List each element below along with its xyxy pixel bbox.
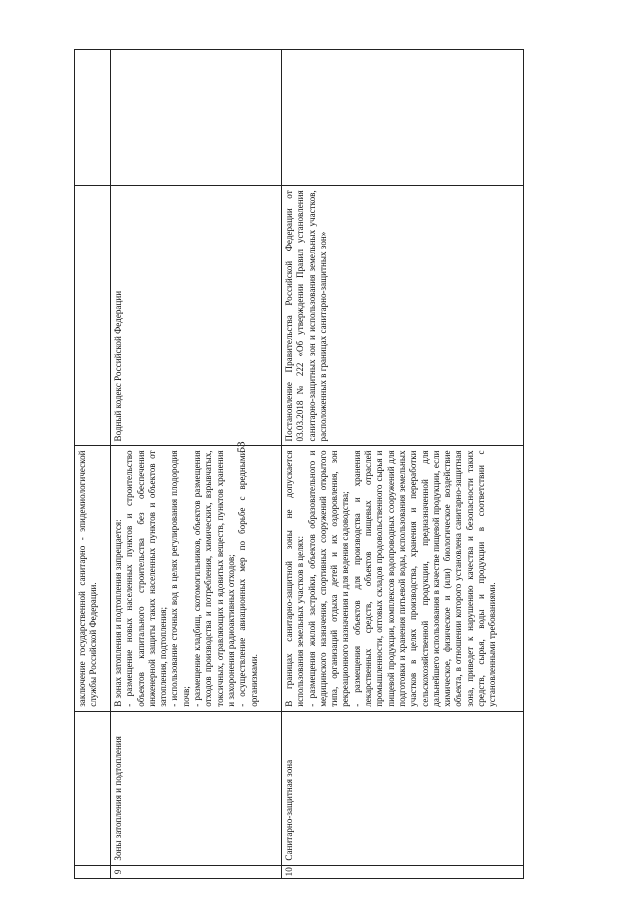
- row-number: 9: [111, 865, 282, 878]
- restriction-line: - размещения жилой застройки, объектов образовательного и медицинского назначения, спортивных сооружений открытого типа, организаций отдыха детей и их оздоровления, зон рекреационного назначения и для ведения садоводства;: [306, 450, 351, 707]
- legal-basis: Постановление Правительства Российской Федерации от 03.03.2018 № 222 «Об утверждении Правил установления санитарно-защитных зон и использования земельных участков, расположенных в границах санитарно-защитных зон»: [282, 186, 524, 446]
- extra-cell: [282, 50, 524, 186]
- zone-name: Зоны затопления и подтопления: [111, 711, 282, 865]
- extra-cell: [111, 50, 282, 186]
- restriction-line: - размещение новых населенных пунктов и строительство объектов капитального строительства без обеспечения инженерной защиты таких населенных пунктов и объектов от затопления, подтопления;: [124, 450, 169, 707]
- rotated-table-container: [74, 49, 522, 879]
- restrictions-cell: [282, 446, 524, 711]
- row-number: [75, 865, 111, 878]
- restriction-line: В границах санитарно-защитной зоны не допускается использования земельных участков в целях:: [284, 450, 306, 707]
- restriction-line: В зонах затопления и подтопления запрещается:: [113, 519, 123, 707]
- restriction-line: - размещение кладбищ, скотомогильников, объектов размещения отходов производства и потребления, химических, взрывчатых, токсичных, отравляющих и ядовитых веществ, пунктов хранения и захоронения радиоактивных отходов;: [192, 450, 236, 707]
- restriction-line: - использование сточных вод в целях регулирования плодородия почв;: [169, 450, 191, 707]
- row-number: 10: [282, 865, 524, 878]
- restriction-line: - осуществление авиационных мер по борьбе с вредными организмами.: [237, 450, 259, 707]
- legal-basis: Водный кодекс Российской Федерации: [111, 186, 282, 446]
- zone-name: [75, 711, 111, 865]
- table-row: [75, 50, 111, 879]
- legal-basis: [75, 186, 111, 446]
- zone-name: Санитарно-защитная зона: [282, 711, 524, 865]
- table-row: [111, 50, 282, 879]
- page-number: 53: [235, 441, 248, 453]
- table-row: [282, 50, 524, 879]
- restrictions-cell: [75, 446, 111, 711]
- restriction-line: - размещения объектов для производства и хранения лекарственных средств, объектов пищевых отраслей промышленности, оптовых складов продовольственного сырья и пищевой продукции, комплексов водопроводных сооружений для подготовки и хранения питьевой воды, использования земельных участков в целях производства, хранения и переработки сельскохозяйственной продукции, предназначенной для дальнейшего использования в качестве пищевой продукции, если химическое, физическое и (или) биологическое воздействие объекта, в отношении которого установлена санитарно-защитная зона, приведет к нарушению качества и безопасности таких средств, сырья, воды и продукции в соответствии с установленными требованиями.: [351, 450, 498, 707]
- restriction-line: заключение государственной санитарно - эпидемиологической службы Российской Федерации.: [77, 450, 99, 707]
- zones-table: [74, 49, 524, 879]
- restrictions-cell: [111, 446, 282, 711]
- extra-cell: [75, 50, 111, 186]
